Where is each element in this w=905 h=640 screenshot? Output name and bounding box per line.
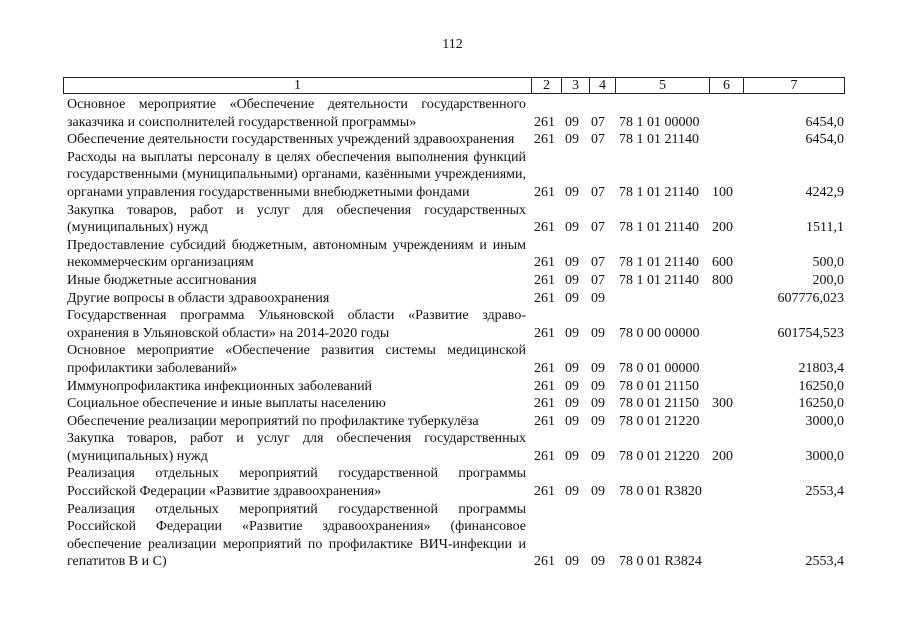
cell-subsection-code: 09 (591, 448, 605, 464)
cell-target-article-code: 78 0 01 R3824 (619, 554, 702, 570)
cell-department-code: 261 (534, 184, 555, 200)
cell-subsection-code: 09 (591, 484, 605, 500)
header-col-1: 1 (294, 78, 301, 93)
cell-section-code: 09 (565, 255, 579, 271)
cell-subsection-code: 07 (591, 132, 605, 148)
header-col-5: 5 (615, 78, 709, 93)
row-name: Государственная программа Ульяновской области «Развитие здравоохранения в Ульяновской области» на 2014-2020 годы (67, 308, 526, 341)
cell-section-code: 09 (565, 114, 579, 130)
cell-section-code: 09 (565, 396, 579, 412)
cell-section-code: 09 (565, 378, 579, 394)
cell-amount: 3000,0 (805, 448, 844, 464)
cell-section-code: 09 (565, 325, 579, 341)
cell-subsection-code: 09 (591, 360, 605, 376)
header-col-4: 4 (589, 78, 615, 93)
cell-amount: 16250,0 (798, 378, 844, 394)
table-row (0, 96, 905, 131)
cell-target-article-code: 78 1 01 21140 (619, 220, 699, 236)
table-row (0, 131, 905, 149)
cell-target-article-code: 78 0 01 R3820 (619, 484, 702, 500)
cell-subsection-code: 09 (591, 325, 605, 341)
row-name: Социальное обеспечение и иные выплаты населению (67, 396, 386, 412)
cell-section-code: 09 (565, 360, 579, 376)
cell-amount: 607776,023 (777, 290, 844, 306)
cell-department-code: 261 (534, 360, 555, 376)
cell-department-code: 261 (534, 413, 555, 429)
cell-amount: 2553,4 (805, 554, 844, 570)
cell-section-code: 09 (565, 132, 579, 148)
cell-expense-type-code: 800 (712, 272, 733, 288)
cell-subsection-code: 07 (591, 220, 605, 236)
cell-expense-type-code: 200 (712, 448, 733, 464)
cell-section-code: 09 (565, 448, 579, 464)
cell-subsection-code: 09 (591, 378, 605, 394)
table-body (0, 96, 905, 571)
cell-amount: 3000,0 (805, 413, 844, 429)
cell-section-code: 09 (565, 290, 579, 306)
cell-amount: 500,0 (812, 255, 844, 271)
table-row (0, 149, 905, 202)
cell-target-article-code: 78 0 01 00000 (619, 360, 700, 376)
cell-expense-type-code: 300 (712, 396, 733, 412)
cell-target-article-code: 78 1 01 21140 (619, 132, 699, 148)
cell-target-article-code: 78 1 01 21140 (619, 255, 699, 271)
cell-section-code: 09 (565, 413, 579, 429)
row-name: Основное мероприятие «Обеспечение развития системы медицинской профилактики заболеваний» (67, 343, 526, 376)
cell-department-code: 261 (534, 255, 555, 271)
cell-subsection-code: 09 (591, 413, 605, 429)
cell-department-code: 261 (534, 378, 555, 394)
header-col-2: 2 (531, 78, 561, 93)
cell-department-code: 261 (534, 554, 555, 570)
cell-section-code: 09 (565, 484, 579, 500)
cell-department-code: 261 (534, 272, 555, 288)
table-row (0, 501, 905, 571)
cell-target-article-code: 78 0 01 21220 (619, 413, 700, 429)
cell-expense-type-code: 100 (712, 184, 733, 200)
row-name: Основное мероприятие «Обеспечение деятельности государственного заказчика и соисполнителей государственной программы» (67, 97, 526, 130)
row-name: Закупка товаров, работ и услуг для обеспечения государственных (муниципальных) нужд (67, 202, 526, 236)
table-row (0, 465, 905, 500)
cell-target-article-code: 78 0 01 21150 (619, 396, 699, 412)
header-col-6: 6 (709, 78, 743, 93)
table-row (0, 395, 905, 413)
table-row (0, 378, 905, 396)
header-col-7: 7 (743, 78, 844, 93)
cell-target-article-code: 78 1 01 21140 (619, 184, 699, 200)
cell-subsection-code: 07 (591, 272, 605, 288)
cell-section-code: 09 (565, 184, 579, 200)
row-name: Расходы на выплаты персоналу в целях обеспечения выполнения функций государственными (муниципальными) органами, казёнными учреждениями, органами управления государственными внебюджетными фондами (67, 149, 526, 200)
table-row (0, 202, 905, 237)
cell-amount: 4242,9 (805, 184, 844, 200)
cell-amount: 200,0 (812, 272, 844, 288)
cell-expense-type-code: 200 (712, 220, 733, 236)
cell-amount: 16250,0 (798, 396, 844, 412)
row-name: Другие вопросы в области здравоохранения (67, 290, 330, 306)
table-row (0, 290, 905, 308)
cell-department-code: 261 (534, 290, 555, 306)
cell-amount: 2553,4 (805, 484, 844, 500)
cell-department-code: 261 (534, 114, 555, 130)
cell-department-code: 261 (534, 484, 555, 500)
row-name: Обеспечение реализации мероприятий по профилактике туберкулёза (67, 413, 479, 429)
cell-target-article-code: 78 1 01 21140 (619, 272, 699, 288)
table-row (0, 237, 905, 272)
cell-subsection-code: 09 (591, 290, 605, 306)
row-name: Обеспечение деятельности государственных учреждений здравоохранения (67, 132, 515, 148)
cell-amount: 6454,0 (805, 114, 844, 130)
cell-section-code: 09 (565, 220, 579, 236)
page-number: 112 (442, 37, 463, 52)
cell-amount: 601754,523 (777, 325, 844, 341)
row-name: Иные бюджетные ассигнования (67, 272, 257, 288)
cell-section-code: 09 (565, 554, 579, 570)
table-row (0, 430, 905, 465)
table-row (0, 272, 905, 290)
cell-department-code: 261 (534, 220, 555, 236)
row-name: Предоставление субсидий бюджетным, автономным учреждениям и иным некоммерческим организациям (67, 237, 526, 271)
cell-department-code: 261 (534, 132, 555, 148)
cell-section-code: 09 (565, 272, 579, 288)
cell-target-article-code: 78 0 00 00000 (619, 325, 700, 341)
cell-target-article-code: 78 0 01 21150 (619, 378, 699, 394)
cell-amount: 21803,4 (798, 360, 844, 376)
cell-target-article-code: 78 0 01 21220 (619, 448, 700, 464)
cell-subsection-code: 07 (591, 184, 605, 200)
row-name: Реализация отдельных мероприятий государственной программы Российской Федерации «Развитие здравоохранения» (67, 466, 526, 500)
row-name: Закупка товаров, работ и услуг для обеспечения государственных (муниципальных) нужд (67, 431, 526, 464)
cell-subsection-code: 09 (591, 396, 605, 412)
cell-subsection-code: 07 (591, 255, 605, 271)
cell-subsection-code: 09 (591, 554, 605, 570)
cell-department-code: 261 (534, 325, 555, 341)
cell-expense-type-code: 600 (712, 255, 733, 271)
cell-amount: 1511,1 (806, 220, 844, 236)
header-col-3: 3 (561, 78, 589, 93)
table-header (63, 77, 845, 94)
cell-department-code: 261 (534, 448, 555, 464)
cell-subsection-code: 07 (591, 114, 605, 130)
table-row (0, 307, 905, 342)
cell-target-article-code: 78 1 01 00000 (619, 114, 700, 130)
row-name: Реализация отдельных мероприятий государственной программы Российской Федерации «Развитие здравоохранения» (финансовое обеспечение реализации мероприятий по профилактике ВИЧ-инфекции и гепатитов В и С) (67, 501, 526, 570)
table-row (0, 413, 905, 431)
cell-department-code: 261 (534, 396, 555, 412)
row-name: Иммунопрофилактика инфекционных заболеваний (67, 378, 373, 394)
cell-amount: 6454,0 (805, 132, 844, 148)
table-row (0, 342, 905, 377)
